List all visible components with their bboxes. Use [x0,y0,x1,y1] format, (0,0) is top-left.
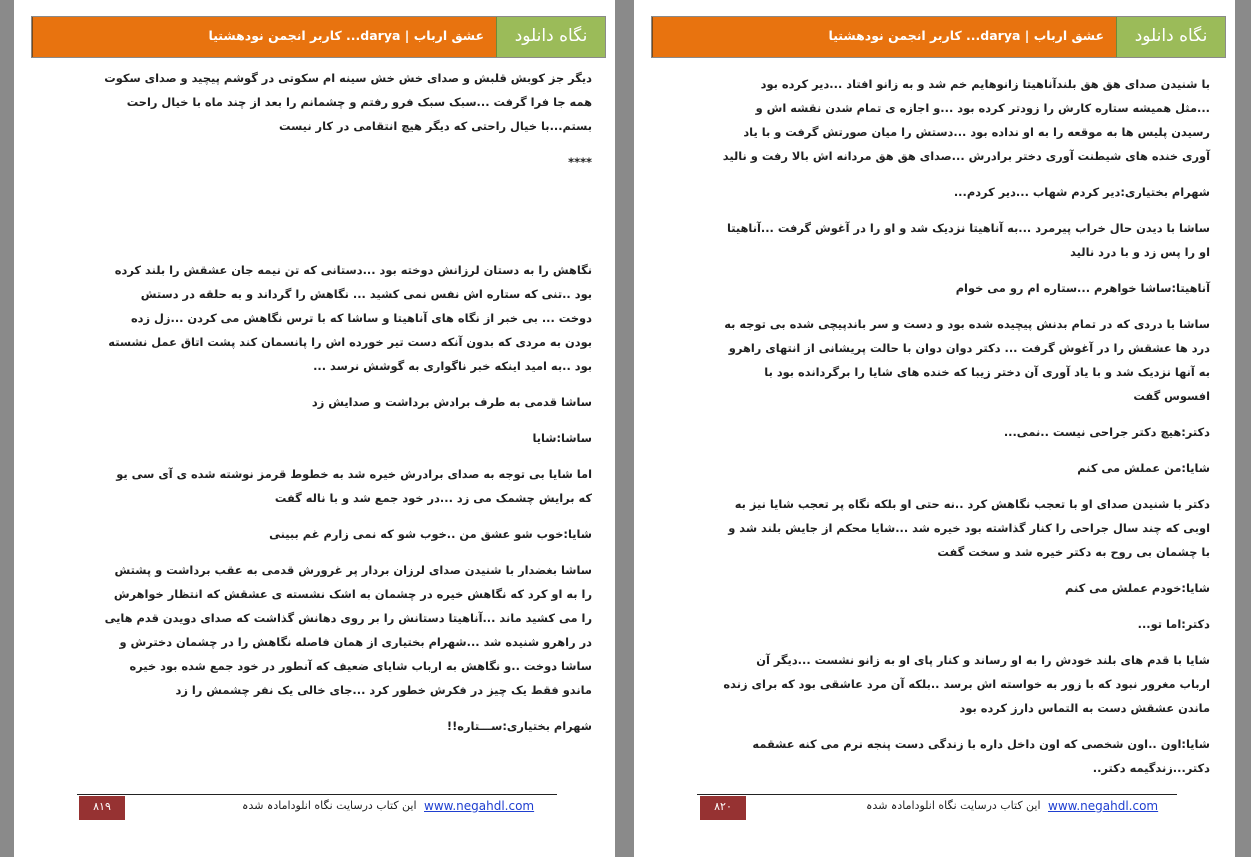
footer-note: این کتاب درسایت نگاه انلودامادہ شدہ [242,799,417,812]
paragraph: دیگر جز کوبش قلبش و صدای خش خش سینه ام سکوتی در گوشم پیچید و صدای سکوت همه جا فرا گرفت ...سبک سبک فرو رفتم و چشمانم را بعد از چند ماه با خیال راحت بستم...با خیال راحتی که دیگر هیچ انتقامی در کار نیست [104,71,592,133]
paragraph: با شنیدن صدای هق هق بلندآناهیتا زانوهایم خم شد و به زانو افتاد ...دیر کرده بود ...مثل همیشه ستاره کارش را زودتر کرده بود ...و اجازه ی تمام شدن نقشه اش و رسیدن پلیس ها به موقعه را به او نداده بود ...دستش را میان صورتش گرفت و با یاد آوری خنده های شیطنت آوری دختر برادرش ...صدای هق هق مردانه اش بالا رفت و نالید [722,77,1210,163]
paragraph: شهرام بختیاری:ســـتاره!! [446,719,592,733]
book-title: عشق ارباب | darya... کاربر انجمن نودهشتیا [652,17,1116,57]
footer-divider [77,794,557,795]
paragraph: ساشا با دیدن حال خراب پیرمرد ...به آناهیتا نزدیک شد و او را در آغوش گرفت ...آناهیتا او را پس زد و با درد نالید [726,221,1210,259]
paragraph: ساشا قدمی به طرف برادش برداشت و صدایش زد [311,395,592,409]
page-body [722,72,1210,792]
paragraph: دکتر:هیچ دکتر جراحی نیست ..نمی... [1003,425,1210,439]
paragraph: شهرام بختیاری:دیر کردم شهاب ...دیر کردم... [953,185,1210,199]
paragraph: شایا:خوب شو عشق من ..خوب شو که نمی زارم غم ببینی [269,527,592,541]
page-header [31,16,606,58]
separator: **** [568,155,592,169]
page-body [104,66,592,750]
page-820 [634,0,1235,857]
page-819 [14,0,615,857]
footer-divider [697,794,1177,795]
paragraph: دکتر با شنیدن صدای او با تعجب نگاهش کرد ..نه حتی او بلکه نگاه پر تعجب شایا نیز به اوبی که چند سال جراحی را کنار گذاشته بود خیره شد ...شایا محکم از جایش بلند شد و با چشمان بی روح به دکتر خیره شد و سخت گفت [728,497,1210,559]
paragraph: شایا:اون ..اون شخصی که اون داخل داره با زندگی دست پنجه نرم می کنه عشقمه دکتر...زندگیمه دکتر.. [752,737,1210,775]
site-brand: نگاه دانلود [1116,17,1225,57]
book-title: عشق ارباب | darya... کاربر انجمن نودهشتیا [32,17,496,57]
footer-note: این کتاب درسایت نگاه انلودامادہ شدہ [866,799,1041,812]
paragraph: ساشا:شایا [532,431,592,445]
paragraph: اما شایا بی توجه به صدای برادرش خیره شد به خطوط قرمز نوشته شده ی آی سی یو که برایش چشمک می زد ...در خود جمع شد و با ناله گفت [116,467,592,505]
paragraph: نگاهش را به دستان لرزانش دوخته بود ...دستانی که تن نیمه جان عشقش را بلند کرده بود ..تنی که ستاره اش نفس نمی کشید ... نگاهش را گرداند و به حلقه در دستش دوخت ... بی خبر از نگاه های آناهیتا و ساشا که با ترس نگاهش می کردن ...زل زده بودن به مردی که بدون آنکه دست تیر خورده اش را پانسمان کند پشت اتاق عمل نشسته بود ..به امید اینکه خبر ناگواری به گوشش نرسد ... [108,263,592,373]
site-link[interactable]: www.negahdl.com [1048,799,1159,813]
paragraph: آناهیتا:ساشا خواهرم ...ستاره ام رو می خوام [955,281,1210,295]
paragraph: شایا با قدم های بلند خودش را به او رساند و کنار پای او به زانو نشست ...دیگر آن ارباب مغرور نبود که با زور به خواسته اش برسد ..بلکه آن مرد عاشقی بود که برای زنده ماندن عشقش دست به التماس دارز کرده بود [723,653,1210,715]
page-header [651,16,1226,58]
site-brand: نگاه دانلود [496,17,605,57]
site-link[interactable]: www.negahdl.com [424,799,535,813]
page-number: ۸۲۰ [700,796,746,820]
paragraph: شایا:من عملش می کنم [1077,461,1210,475]
page-number: ۸۱۹ [79,796,125,820]
paragraph: دکتر:اما تو... [1137,617,1210,631]
paragraph: ساشا با دردی که در تمام بدنش پیچیده شده بود و دست و سر باندپیچی شده بی توجه به درد ها عشقش را در آغوش گرفت ... دکتر دوان دوان با حالت پریشانی از انتهای راهرو به آنها نزدیک شد و با یاد آوری آن دختر زیبا که خنده های شایا را برگردانده بود با افسوس گفت [724,317,1210,403]
paragraph: ساشا بغضدار با شنیدن صدای لرزان بردار پر غرورش قدمی به عقب برداشت و پشتش را به او کرد که نگاهش خیره در چشمان به اشک نشسته ی عشقش که انتظار خواهرش را می کشید ماند ...آناهیتا دستانش را بر روی دهانش گذاشت که صدای دویدن قدم هایی در راهرو شنیده شد ...شهرام بختیاری از همان فاصله نگاهش را در چشمان دخترش و ساشا دوخت ..و نگاهش به ارباب شایای ضعیف که آنطور در خود جمع شده بود خیره ماندو فقط یک چیز در فکرش خطور کرد ...جای خالی یک نفر چشمش را زد [104,563,592,697]
paragraph: شایا:خودم عملش می کنم [1065,581,1210,595]
